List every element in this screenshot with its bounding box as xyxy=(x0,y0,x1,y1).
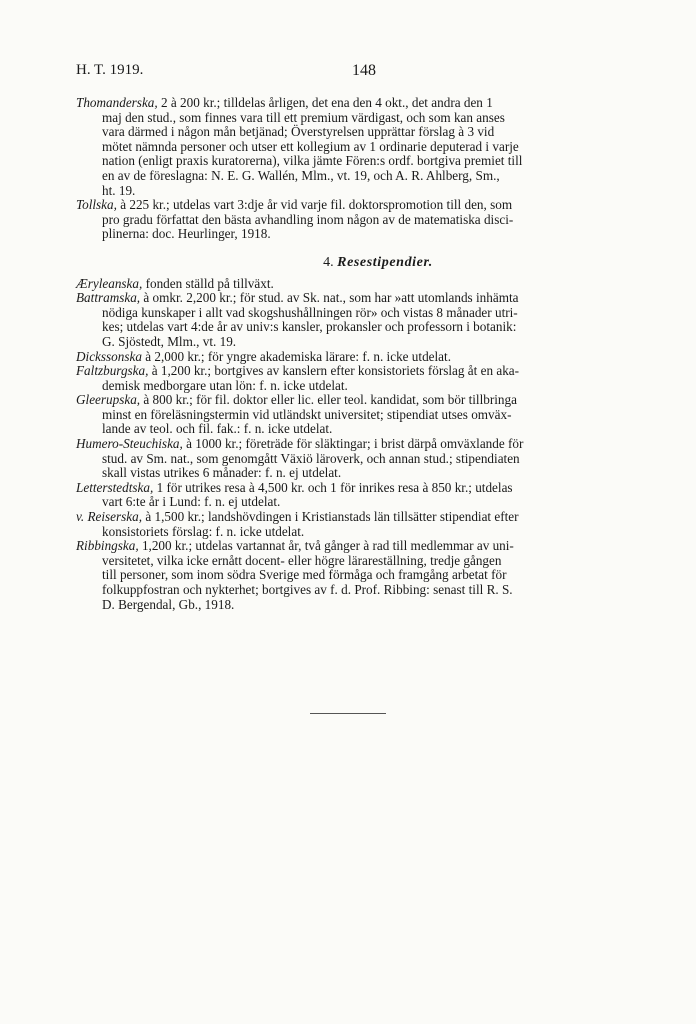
entry-name: Æryleanska, xyxy=(76,275,143,291)
entry-text: 1 för utrikes resa à 4,500 kr. och 1 för inrikes resa à 850 kr.; utdelas xyxy=(153,479,513,495)
entry-paragraph xyxy=(76,96,654,198)
entry-name: Humero-Steuchiska, xyxy=(76,436,183,452)
entries-premiums xyxy=(76,96,654,242)
entry-line xyxy=(76,96,654,111)
entry-line: stud. av Sm. nat., som genomgått Växiö läroverk, och annan stud.; stipendiaten xyxy=(102,450,520,466)
entry-name: Gleerupska, xyxy=(76,392,141,408)
section-title: Resestipendier. xyxy=(337,254,433,270)
entry-line: minst en föreläsningstermin vid utländskt universitet; stipendiat utses omväx- xyxy=(102,406,512,422)
entry-paragraph xyxy=(76,510,654,539)
entry-line: ht. 19. xyxy=(102,182,136,198)
entry-line xyxy=(76,539,654,554)
entry-line: folkuppfostran och nykterhet; bortgives av f. d. Prof. Ribbing: senast till R. S. xyxy=(102,582,513,597)
entry-paragraph xyxy=(76,277,654,292)
entry-text: fonden ställd på tillväxt. xyxy=(142,275,274,291)
entry-line: G. Sjöstedt, Mlm., vt. 19. xyxy=(102,333,237,349)
entry-name: Dickssonska xyxy=(76,348,142,364)
entry-paragraph xyxy=(76,291,654,349)
entry-text: 2 à 200 kr.; tilldelas årligen, det ena den 4 okt., det andra den 1 xyxy=(157,95,493,110)
entry-name: Faltzburgska, xyxy=(76,363,149,379)
entry-line: nation (enligt praxis kuratorerna), vilka jämte Fören:s ordf. bortgiva premiet till xyxy=(102,153,523,169)
entry-paragraph xyxy=(76,393,654,437)
entry-line: nödiga kunskaper i allt vad skogshushållningen rör» och vistas 8 månader utri- xyxy=(102,304,518,320)
entry-text: à 1000 kr.; företräde för släktingar; i brist därpå omväxlande för xyxy=(182,436,524,452)
section-heading xyxy=(76,256,654,271)
entry-line: versitetet, vilka icke ernått docent- eller högre lärareställning, tredje gången xyxy=(102,552,502,568)
entry-line xyxy=(76,481,654,496)
entry-text: à 1,200 kr.; bortgives av kanslern efter konsistoriets förslag åt en aka- xyxy=(148,363,520,379)
entry-line xyxy=(76,437,654,452)
entry-line: konsistoriets förslag: f. n. icke utdelat. xyxy=(102,523,305,539)
entry-line: maj den stud., som finnes vara till ett premium värdigast, och som kan anses xyxy=(102,109,505,125)
entry-text: 1,200 kr.; utdelas vartannat år, två gånger à rad till medlemmar av uni- xyxy=(138,538,514,554)
entry-text: à 1,500 kr.; landshövdingen i Kristianstads län tillsätter stipendiat efter xyxy=(142,509,519,525)
entry-line xyxy=(76,350,654,365)
page-header xyxy=(76,62,636,84)
entry-line: vara därmed i någon mån betjänad; Överstyrelsen upprättar förslag à 3 vid xyxy=(102,124,495,140)
entry-line xyxy=(76,291,654,306)
entry-line: skall vistas utrikes 6 månader: f. n. ej utdelat. xyxy=(102,465,342,481)
running-head: H. T. 1919. xyxy=(76,62,144,78)
entry-line xyxy=(76,393,654,408)
page-number: 148 xyxy=(352,62,376,79)
entry-name: v. Reiserska, xyxy=(76,509,143,525)
entries-travel-grants xyxy=(76,277,654,613)
entry-line: demisk medborgare utan lön: f. n. icke utdelat. xyxy=(102,377,348,393)
closing-rule xyxy=(310,713,386,714)
entry-name: Battramska, xyxy=(76,290,141,306)
entry-name: Thomanderska, xyxy=(76,95,158,110)
entry-line xyxy=(76,364,654,379)
entry-line: mötet nämnda personer och utser ett kollegium av 1 ordinarie deputerad i varje xyxy=(102,138,519,154)
entry-line: lande av teol. och fil. fak.: f. n. icke utdelat. xyxy=(102,421,333,437)
entry-line: kes; utdelas vart 4:de år av univ:s kansler, prokansler och professorn i botanik: xyxy=(102,319,517,335)
entry-paragraph xyxy=(76,198,654,242)
entry-name: Ribbingska, xyxy=(76,538,139,554)
section-number: 4. xyxy=(323,254,334,270)
entry-paragraph xyxy=(76,437,654,481)
entry-paragraph xyxy=(76,481,654,510)
entry-line: en av de föreslagna: N. E. G. Wallén, Mlm., vt. 19, och A. R. Ahlberg, Sm., xyxy=(102,167,500,183)
entry-line xyxy=(76,198,654,213)
entry-text: à 800 kr.; för fil. doktor eller lic. eller teol. kandidat, som bör tillbringa xyxy=(140,392,517,408)
entry-paragraph xyxy=(76,364,654,393)
entry-text: à 225 kr.; utdelas vart 3:dje år vid varje fil. doktorspromotion till den, som xyxy=(116,197,513,213)
entry-line: till personer, som inom södra Sverige med förmåga och framgång arbetat för xyxy=(102,567,507,583)
entry-name: Letterstedtska, xyxy=(76,479,154,495)
entry-text: à 2,000 kr.; för yngre akademiska lärare: f. n. icke utdelat. xyxy=(141,348,451,364)
entry-line: pro gradu författat den bästa avhandling inom någon av de matematiska disci- xyxy=(102,211,514,227)
entry-line xyxy=(76,277,654,292)
entry-line: D. Bergendal, Gb., 1918. xyxy=(102,596,235,612)
entry-line: vart 6:te år i Lund: f. n. ej utdelat. xyxy=(102,494,281,510)
page-body xyxy=(76,96,654,612)
entry-line xyxy=(76,510,654,525)
entry-paragraph xyxy=(76,350,654,365)
entry-paragraph xyxy=(76,539,654,612)
entry-text: à omkr. 2,200 kr.; för stud. av Sk. nat., som har »att utomlands inhämta xyxy=(140,290,519,306)
entry-line: plinerna: doc. Heurlinger, 1918. xyxy=(102,226,271,242)
entry-name: Tollska, xyxy=(76,197,117,213)
